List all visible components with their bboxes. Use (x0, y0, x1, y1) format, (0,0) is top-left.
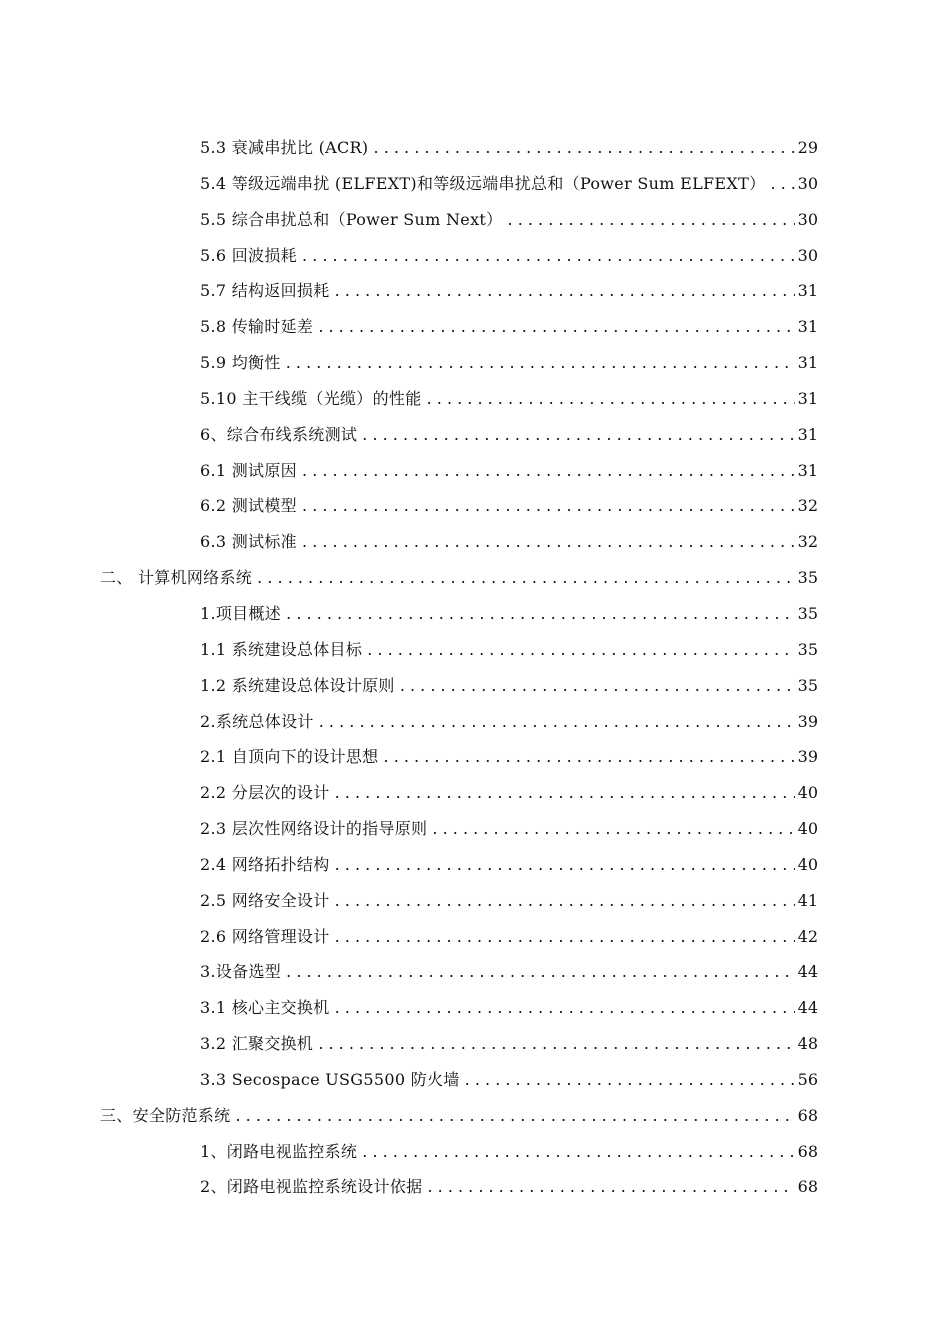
toc-entry-label: 2、闭路电视监控系统设计依据 . . . (200, 1177, 818, 1196)
toc-entry-label: 3.3 Secospace USG5500 防火墙 . . . (200, 1070, 818, 1089)
toc-entry[interactable] (0, 1062, 950, 1098)
toc-entry-label: 5.3 衰减串扰比 (ACR) . . . (200, 138, 818, 157)
table-of-contents (0, 130, 950, 1205)
toc-entry[interactable] (0, 811, 950, 847)
toc-entry-label: 6.1 测试原因 . . . (200, 461, 818, 480)
toc-entry[interactable] (0, 1169, 950, 1205)
toc-entry-page-number: 56 (795, 1062, 818, 1098)
toc-entry-text (200, 166, 818, 202)
toc-entry-page-number: 44 (795, 954, 818, 990)
toc-entry-page-number: 31 (795, 453, 818, 489)
toc-entry-page-number: 40 (795, 775, 818, 811)
toc-entry[interactable] (0, 775, 950, 811)
toc-entry-label: 2.系统总体设计 . . . (200, 712, 818, 731)
toc-entry-label: 5.7 结构返回损耗 . . . (200, 281, 818, 300)
toc-entry-text (200, 811, 818, 847)
toc-entry[interactable] (0, 130, 950, 166)
toc-entry-page-number: 68 (795, 1169, 818, 1205)
toc-entry-page-number: 68 (795, 1098, 818, 1134)
toc-entry[interactable] (0, 1134, 950, 1170)
toc-entry-page-number: 30 (795, 166, 818, 202)
toc-entry-text (200, 919, 818, 955)
toc-entry-page-number: 41 (795, 883, 818, 919)
toc-entry[interactable] (0, 1098, 950, 1134)
toc-entry[interactable] (0, 954, 950, 990)
toc-entry-label: 5.6 回波损耗 . . . (200, 246, 818, 265)
toc-entry[interactable] (0, 202, 950, 238)
toc-entry-label: 二、 计算机网络系统 . . . (100, 568, 818, 587)
toc-entry-page-number: 39 (795, 739, 818, 775)
toc-entry-text (200, 309, 818, 345)
toc-entry-text (200, 488, 818, 524)
toc-entry-text (200, 1062, 818, 1098)
toc-entry-label: 1.1 系统建设总体目标 . . . (200, 640, 818, 659)
toc-entry[interactable] (0, 1026, 950, 1062)
toc-entry-label: 5.5 综合串扰总和（Power Sum Next） . . . (200, 210, 818, 229)
toc-entry-text (200, 453, 818, 489)
toc-entry-text (200, 273, 818, 309)
toc-entry[interactable] (0, 309, 950, 345)
toc-entry-text (200, 345, 818, 381)
toc-entry-text (200, 1134, 818, 1170)
toc-entry-label: 3.2 汇聚交换机 . . . (200, 1034, 818, 1053)
toc-entry-text (200, 668, 818, 704)
toc-entry-label: 2.6 网络管理设计 . . . (200, 927, 818, 946)
toc-entry[interactable] (0, 417, 950, 453)
toc-entry-page-number: 39 (795, 704, 818, 740)
toc-entry-text (200, 1026, 818, 1062)
toc-entry[interactable] (0, 488, 950, 524)
toc-entry-label: 6、综合布线系统测试 . . . (200, 425, 818, 444)
toc-entry-label: 2.4 网络拓扑结构 . . . (200, 855, 818, 874)
toc-entry-text (200, 632, 818, 668)
toc-entry-text (200, 202, 818, 238)
toc-entry[interactable] (0, 381, 950, 417)
toc-entry-page-number: 48 (795, 1026, 818, 1062)
toc-entry-text (200, 739, 818, 775)
toc-entry-text (200, 990, 818, 1026)
toc-entry[interactable] (0, 919, 950, 955)
toc-entry-label: 三、安全防范系统 . . . (100, 1106, 818, 1125)
toc-entry[interactable] (0, 238, 950, 274)
toc-entry-page-number: 35 (795, 632, 818, 668)
toc-entry-text (200, 417, 818, 453)
toc-entry-page-number: 31 (795, 273, 818, 309)
toc-entry[interactable] (0, 524, 950, 560)
toc-entry[interactable] (0, 166, 950, 202)
toc-entry-label: 1、闭路电视监控系统 . . . (200, 1142, 818, 1161)
toc-entry-page-number: 31 (795, 417, 818, 453)
toc-entry-page-number: 68 (795, 1134, 818, 1170)
toc-entry-page-number: 35 (795, 596, 818, 632)
toc-entry[interactable] (0, 560, 950, 596)
toc-entry-page-number: 42 (795, 919, 818, 955)
toc-entry-page-number: 35 (795, 668, 818, 704)
toc-entry-text (200, 596, 818, 632)
toc-entry-text (200, 238, 818, 274)
toc-entry[interactable] (0, 345, 950, 381)
toc-entry-page-number: 31 (795, 345, 818, 381)
toc-entry-page-number: 44 (795, 990, 818, 1026)
toc-entry-text (200, 381, 818, 417)
toc-entry-label: 6.2 测试模型 . . . (200, 496, 818, 515)
toc-entry[interactable] (0, 632, 950, 668)
toc-entry-page-number: 32 (795, 488, 818, 524)
toc-entry-label: 2.5 网络安全设计 . . . (200, 891, 818, 910)
toc-entry[interactable] (0, 704, 950, 740)
toc-entry-label: 2.1 自顶向下的设计思想 . . . (200, 747, 818, 766)
toc-entry-text (100, 560, 818, 596)
toc-entry-text (200, 524, 818, 560)
toc-entry-page-number: 30 (795, 238, 818, 274)
toc-entry-page-number: 31 (795, 381, 818, 417)
toc-entry-label: 5.9 均衡性 . . . (200, 353, 818, 372)
toc-entry-label: 3.1 核心主交换机 . . . (200, 998, 818, 1017)
toc-entry-text (200, 954, 818, 990)
toc-entry-page-number: 40 (795, 847, 818, 883)
toc-entry-page-number: 32 (795, 524, 818, 560)
toc-entry[interactable] (0, 273, 950, 309)
toc-entry-label: 1.项目概述 . . . (200, 604, 818, 623)
toc-entry-label: 2.3 层次性网络设计的指导原则 . . . (200, 819, 818, 838)
toc-entry[interactable] (0, 883, 950, 919)
toc-entry-label: 5.8 传输时延差 . . . (200, 317, 818, 336)
toc-entry-label: 1.2 系统建设总体设计原则 . . . (200, 676, 818, 695)
toc-entry[interactable] (0, 739, 950, 775)
toc-entry-label: 6.3 测试标准 . . . (200, 532, 818, 551)
toc-entry-page-number: 35 (795, 560, 818, 596)
toc-entry-text (100, 1098, 818, 1134)
toc-entry-text (200, 847, 818, 883)
toc-entry-text (200, 130, 818, 166)
toc-entry-text (200, 883, 818, 919)
toc-entry-page-number: 30 (795, 202, 818, 238)
toc-entry-label: 3.设备选型 . . . (200, 962, 818, 981)
toc-entry-label: 2.2 分层次的设计 . . . (200, 783, 818, 802)
toc-entry[interactable] (0, 453, 950, 489)
toc-entry-text (200, 775, 818, 811)
toc-entry[interactable] (0, 668, 950, 704)
toc-entry-page-number: 29 (795, 130, 818, 166)
toc-entry[interactable] (0, 990, 950, 1026)
toc-entry-page-number: 31 (795, 309, 818, 345)
toc-entry[interactable] (0, 596, 950, 632)
toc-entry-page-number: 40 (795, 811, 818, 847)
toc-entry[interactable] (0, 847, 950, 883)
toc-entry-label: 5.4 等级远端串扰 (ELFEXT)和等级远端串扰总和（Power Sum ELFEXT） . . . (200, 174, 818, 193)
toc-entry-text (200, 704, 818, 740)
toc-entry-text (200, 1169, 818, 1205)
toc-entry-label: 5.10 主干线缆（光缆）的性能 . . . (200, 389, 818, 408)
